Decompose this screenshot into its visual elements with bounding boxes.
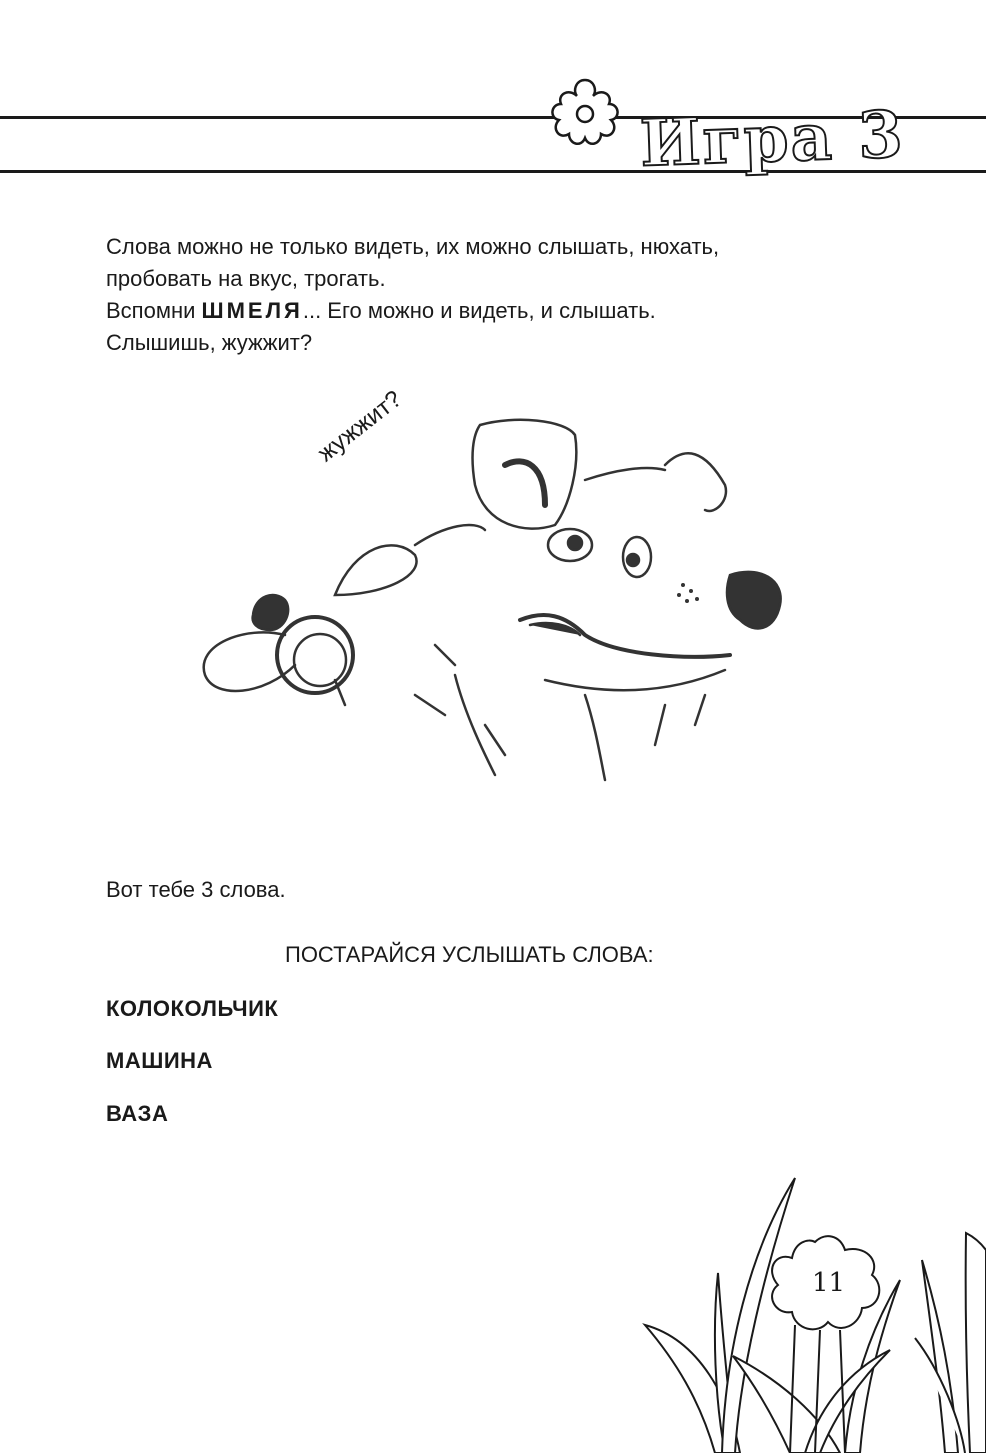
intro-line	[106, 295, 866, 327]
page-number: 11	[812, 1268, 846, 1298]
task-instruction: ПОСТАРАЙСЯ УСЛЫШАТЬ СЛОВА:	[285, 942, 654, 967]
intro-line: Слышишь, жужжит?	[106, 330, 313, 355]
grass-decoration	[640, 1170, 986, 1453]
intro-text	[106, 231, 866, 359]
highlight-word: ШМЕЛЯ	[201, 298, 303, 323]
word-item: МАШИНА	[106, 1048, 213, 1073]
task-lead: Вот тебе 3 слова.	[106, 877, 286, 902]
word-item: ВАЗА	[106, 1101, 169, 1126]
bee-wing-icon	[335, 545, 417, 595]
intro-line: пробовать на вкус, трогать.	[106, 266, 386, 291]
flower-icon	[545, 72, 625, 152]
buzz-caption: жужжит?	[312, 385, 407, 468]
intro-prefix: Вспомни	[106, 298, 202, 323]
intro-line: Слова можно не только видеть, их можно слышать, нюхать,	[106, 234, 720, 259]
intro-suffix: ... Его можно и видеть, и слышать.	[302, 298, 656, 323]
bee-dog-illustration	[185, 395, 805, 785]
game-title-text: Игра 3	[638, 97, 906, 182]
game-title	[638, 97, 906, 198]
word-item: КОЛОКОЛЬЧИК	[106, 996, 279, 1021]
